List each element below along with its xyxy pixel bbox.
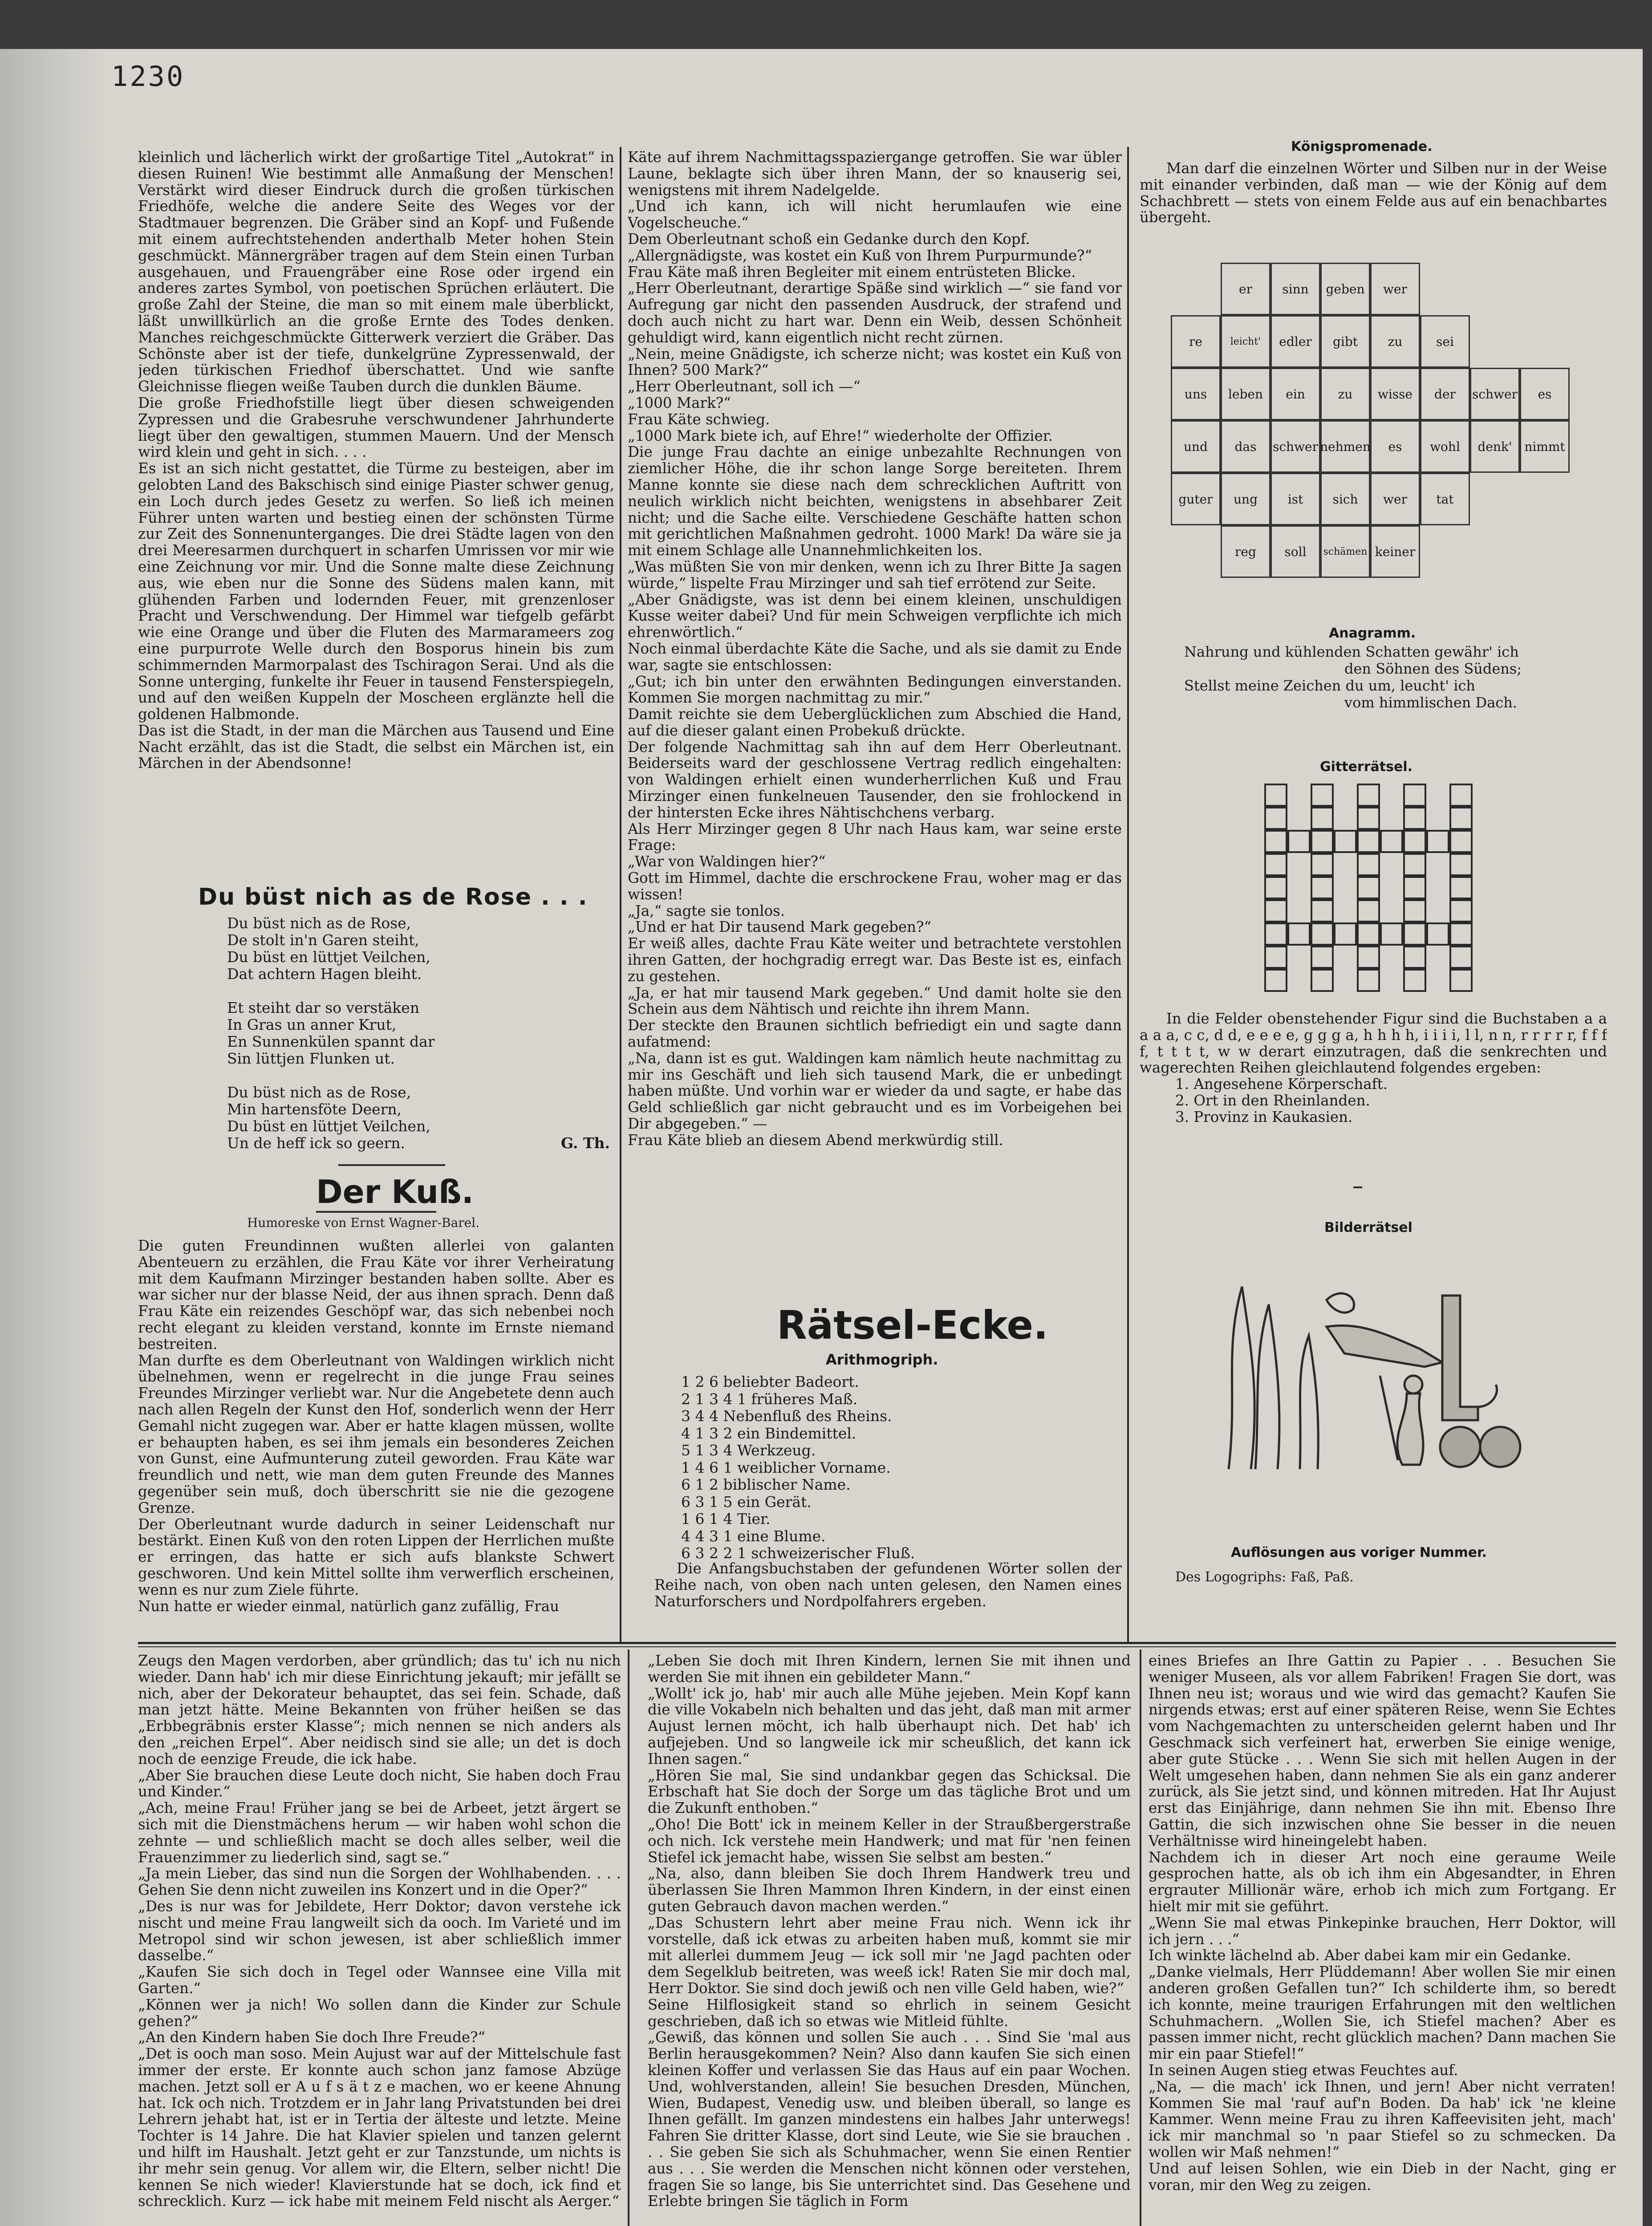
- koenigs-cell: wer: [1370, 473, 1420, 525]
- poem-line: Min hartensföte Deern,: [227, 1101, 402, 1118]
- section-divider: [138, 1642, 1616, 1644]
- gitter-cell: [1334, 922, 1357, 946]
- gitter-cell: [1380, 830, 1403, 853]
- koenigs-cell: soll: [1270, 525, 1320, 578]
- koenigs-cell: ist: [1270, 473, 1320, 525]
- poem-line: En Sunnenkülen spannt dar: [227, 1033, 435, 1050]
- gitter-cell: [1264, 807, 1287, 830]
- page-binding-shadow: [0, 49, 107, 2226]
- koenigs-cell: re: [1171, 315, 1221, 368]
- gitter-cell: [1357, 922, 1380, 946]
- gitter-cell: [1426, 830, 1449, 853]
- bottom-column-1: [138, 1653, 621, 2226]
- poem-line: In Gras un anner Krut,: [227, 1016, 397, 1033]
- gitter-item: 2. Ort in den Rheinlanden.: [1175, 1092, 1370, 1109]
- poem-author: G. Th.: [560, 1134, 610, 1152]
- gitter-cell: [1287, 922, 1311, 946]
- poem-line: [227, 1067, 610, 1084]
- koenigs-cell: zu: [1370, 315, 1420, 368]
- gitter-cell: [1357, 969, 1380, 992]
- bottom-column-2: [648, 1653, 1131, 2226]
- gitter-cell: [1449, 899, 1473, 922]
- gitter-cell: [1449, 876, 1473, 899]
- story-subtitle: Humoreske von Ernst Wagner-Barel.: [247, 1215, 480, 1230]
- separator: [338, 1164, 445, 1166]
- column-rule: [620, 147, 621, 1643]
- poem-line: Du büst en lüttjet Veilchen,: [227, 1117, 430, 1135]
- arith-line: 6 1 2 biblischer Name.: [681, 1476, 851, 1493]
- koenigs-cell: denk': [1470, 420, 1520, 473]
- gitter-cell: [1264, 876, 1287, 899]
- koenigs-cell: wer: [1370, 263, 1420, 315]
- arith-title: Arithmogriph.: [826, 1351, 938, 1368]
- gitter-cell: [1403, 946, 1426, 969]
- koenigs-cell: sei: [1420, 315, 1470, 368]
- left-article-column: [138, 149, 614, 835]
- poem-line: Dat achtern Hagen bleiht.: [227, 965, 422, 983]
- column-rule: [1140, 1649, 1141, 2226]
- bilder-raetsel-illustration: [1211, 1260, 1531, 1478]
- gitter-text: In die Felder obenstehender Figur sind die Buchstaben a a a a a, c c, d d, e e e e, g g g a, h h h h, i i i i, l l, n n, r r r r r, f f f f, t t t t, w w derart einzutragen, daß die senkrechten und wagerechten Reihen gleichlautend folgendes ergeben:: [1140, 1011, 1607, 1076]
- arith-line: 5 1 3 4 Werkzeug.: [681, 1442, 816, 1459]
- aufloes-text: Des Logogriphs: Faß, Paß.: [1175, 1569, 1354, 1585]
- bilder-title: Bilderrätsel: [1324, 1220, 1413, 1235]
- gitter-cell: [1357, 946, 1380, 969]
- koenigs-cell: sinn: [1270, 263, 1320, 315]
- section-divider-thin: [138, 1646, 1616, 1647]
- gitter-figure: [1264, 784, 1478, 1006]
- gitter-title: Gitterrätsel.: [1320, 759, 1413, 775]
- gitter-cell: [1449, 853, 1473, 876]
- gitter-cell: [1311, 876, 1334, 899]
- gitter-cell: [1449, 946, 1473, 969]
- koenigs-cell: keiner: [1370, 525, 1420, 578]
- gitter-cell: [1403, 899, 1426, 922]
- koenigs-cell: das: [1221, 420, 1270, 473]
- koenigs-cell: schwer: [1470, 368, 1520, 420]
- koenigs-cell: gibt: [1320, 315, 1370, 368]
- arith-footer: [654, 1560, 1122, 1641]
- koenigs-cell: ung: [1221, 473, 1270, 525]
- poem-line: Sin lüttjen Flunken ut.: [227, 1050, 395, 1067]
- gitter-cell: [1357, 830, 1380, 853]
- koenigs-cell: wisse: [1370, 368, 1420, 420]
- gitter-cell: [1264, 969, 1287, 992]
- poem-line: Du büst en lüttjet Veilchen,: [227, 948, 430, 966]
- gitter-cell: [1264, 946, 1287, 969]
- gitter-cell: [1264, 784, 1287, 807]
- poem-line: [227, 983, 610, 999]
- koenigs-cell: und: [1171, 420, 1221, 473]
- arith-line: 4 4 3 1 eine Blume.: [681, 1527, 826, 1545]
- story-column-middle: [628, 149, 1122, 1289]
- gitter-cell: [1449, 969, 1473, 992]
- gitter-cell: [1264, 853, 1287, 876]
- story-column-left: [138, 1238, 614, 1638]
- koenigs-cell: leben: [1221, 368, 1270, 420]
- gitter-cell: [1311, 969, 1334, 992]
- gitter-cell: [1449, 922, 1473, 946]
- gitter-cell: [1449, 784, 1473, 807]
- raetsel-title: Rätsel-Ecke.: [777, 1302, 1048, 1348]
- koenigs-cell: es: [1520, 368, 1570, 420]
- koenigs-cell: sich: [1320, 473, 1370, 525]
- bottom-text-2: „Leben Sie doch mit Ihren Kindern, lernen Sie mit ihnen und werden Sie mit ihnen ein gebildeter Mann.“ „Wollt' ick jo, hab' mir auch alle Mühe jejeben. Mein Kopf kann die ville Vokabeln nich behalten und das jeht, daß man mit armer Aujust lernen möcht, ich halb überhaupt nich. Det hab' ich aufjejeben. Und so langweile ick mir scheußlich, det kann ick Ihnen sagen.“ „Hören Sie mal, Sie sind undankbar gegen das Schicksal. Die Erbschaft hat Sie doch der Sorge um das tägliche Brot und um die Zukunft enthoben.“ „Oho! Die Bott' ick in meinem Keller in der Straußbergerstraße och nich. Ick verstehe mein Handwerk; und mat für 'nen feinen Stiefel ick jemacht habe, wissen Sie selbst am besten.“ „Na, also, dann bleiben Sie doch Ihrem Handwerk treu und überlassen Sie Ihren Mammon Ihren Kindern, in der einst einen guten Gebrauch davon machen werden.“ „Das Schustern lehrt aber meine Frau nich. Wenn ick ihr vorstelle, daß ick etwas zu arbeiten haben muß, kommt sie mir mit allerlei dummem Jeug — ick soll mir 'ne Jagd pachten oder dem Segelklub beitreten, was weeß ick! Raten Sie mir doch mal, Herr Doktor. Sie sind doch jewiß och nen ville Geld haben, wie?“ Seine Hilflosigkeit stand so ehrlich in seinem Gesicht geschrieben, daß ich so etwas wie Mitleid fühlte. „Gewiß, das können und sollen Sie auch . . . Sind Sie 'mal aus Berlin herausgekommen? Nein? Also dann kaufen Sie sich einen kleinen Koffer und verlassen Sie das Haus auf ein paar Wochen. Und, wohlverstanden, allein! Sie besuchen Dresden, München, Wien, Budapest, Venedig usw. und bleiben überall, so lange es Ihnen gefällt. Im ganzen mindestens ein halbes Jahr unterwegs! Fahren Sie dritter Klasse, dort sind Leute, wie Sie sie brauchen . . . Sie geben Sie sich als Schuhmacher, wenn Sie einen Rentier aus . . . Sie werden die Menschen nicht können oder verstehen, fragen Sie so lange, bis Sie unterrichtet sind. Das Gesehene und Erlebte bringen Sie täglich in Form: [648, 1653, 1131, 2210]
- koenigs-cell: es: [1370, 420, 1420, 473]
- gitter-cell: [1264, 899, 1287, 922]
- story-text-middle: Käte auf ihrem Nachmittagsspaziergange getroffen. Sie war übler Laune, beklagte sich über ihren Mann, der so knauserig sei, wenigstens mit ihrem Nadelgelde. „Und ich kann, ich will nicht herumlaufen wie eine Vogelscheuche.“ Dem Oberleutnant schoß ein Gedanke durch den Kopf. „Allergnädigste, was kostet ein Kuß von Ihrem Purpurmunde?“ Frau Käte maß ihren Begleiter mit einem entrüsteten Blicke. „Herr Oberleutnant, derartige Späße sind wirklich —“ sie fand vor Aufregung gar nicht den passenden Ausdruck, der strafend und doch auch nicht zu hart war. Denn ein Weib, dessen Schönheit gehuldigt wird, kann eigentlich nicht recht zürnen. „Nein, meine Gnädigste, ich scherze nicht; was kostet ein Kuß von Ihnen? 500 Mark?“ „Herr Oberleutnant, soll ich —“ „1000 Mark?“ Frau Käte schwieg. „1000 Mark biete ich, auf Ehre!“ wiederholte der Offizier. Die junge Frau dachte an einige unbezahlte Rechnungen von ziemlicher Höhe, die ihr schon lange Sorge bereiteten. Ihrem Manne konnte sie diese nach dem schrecklichen Auftritt von neulich wirklich nicht beichten, wenigstens in absehbarer Zeit nicht; und die Sache eilte. Verschiedene Geschäfte hatten schon mit gerichtlichen Maßnahmen gedroht. 1000 Mark! Da wäre sie ja mit einem Schlage alle Unannehmlichkeiten los. „Was müßten Sie von mir denken, wenn ich zu Ihrer Bitte Ja sagen würde,“ lispelte Frau Mirzinger und sah tief errötend zur Seite. „Aber Gnädigste, was ist denn bei einem kleinen, unschuldigen Kusse weiter dabei? Und für mein Schweigen verpflichte ich mich ehrenwörtlich.“ Noch einmal überdachte Käte die Sache, und als sie damit zu Ende war, sagte sie entschlossen: „Gut; ich bin unter den erwähnten Bedingungen einverstanden. Kommen Sie morgen nachmittag zu mir.“ Damit reichte sie dem Ueberglücklichen zum Abschied die Hand, auf die dieser galant einen Probekuß drückte. Der folgende Nachmittag sah ihn auf dem Herr Oberleutnant. Beiderseits ward der geschlossene Vertrag redlich eingehalten: von Waldingen erhielt einen wunderherrlichen Kuß und Frau Mirzinger einen funkelneuen Tausender, den sie frohlockend in der hintersten Ecke ihres Nähtischchens verbarg. Als Herr Mirzinger gegen 8 Uhr nach Haus kam, war seine erste Frage: „War von Waldingen hier?“ Gott im Himmel, dachte die erschrockene Frau, woher mag er das wissen! „Ja,“ sagte sie tonlos. „Und er hat Dir tausend Mark gegeben?“ Er weiß alles, dachte Frau Käte weiter und betrachtete verstohlen ihren Gatten, der hochgradig erregt war. Das Beste ist es, einfach zu gestehen. „Ja, er hat mir tausend Mark gegeben.“ Und damit holte sie den Schein aus dem Nähtisch und reichte ihn ihrem Mann. Der steckte den Braunen sichtlich befriedigt ein und sagte dann aufatmend: „Na, dann ist es gut. Waldingen kam nämlich heute nachmittag zu mir ins Geschäft und lieh sich tausend Mark, die er unbedingt haben müßte. Und vorhin war er wieder da und sagte, er habe das Geld schließlich gar nicht gebraucht und es im Vorbeigehen bei Dir abgegeben.“ — Frau Käte blieb an diesem Abend merkwürdig still.: [628, 149, 1122, 1149]
- arith-line: 6 3 2 2 1 schweizerischer Fluß.: [681, 1544, 915, 1562]
- arith-line: 3 4 4 Nebenfluß des Rheins.: [681, 1407, 892, 1425]
- gitter-cell: [1334, 830, 1357, 853]
- koenigs-cell: zu: [1320, 368, 1370, 420]
- title-underline: [316, 1211, 436, 1213]
- arith-line: 2 1 3 4 1 früheres Maß.: [681, 1390, 858, 1408]
- separator: [1353, 1186, 1362, 1188]
- bottom-text-1: Zeugs den Magen verdorben, aber gründlich; das tu' ich nu nich wieder. Dann hab' ich mir diese Einrichtung jekauft; mir jefällt se nich, aber der Dekorateur behauptet, das sei fein. Schade, daß man jetzt hätte. Meine Bekannten von früher heißen se das „Erbbegräbnis erster Klasse“; mich nennen se nich anders als den „reichen Erpel“. Aber neidisch sind sie alle; un det is doch noch de eenzige Freude, die ick habe. „Aber Sie brauchen diese Leute doch nicht, Sie haben doch Frau und Kinder.“ „Ach, meine Frau! Früher jang se bei de Arbeet, jetzt ärgert se sich mit die Dienstmächens herum — wir haben wohl schon die zehnte — und schließlich macht se doch alles selber, weil die Frauenzimmer zu liederlich sind, sagt se.“ „Ja mein Lieber, das sind nun die Sorgen der Wohlhabenden. . . . Gehen Sie denn nicht zuweilen ins Konzert und in die Oper?“ „Des is nur was for Jebildete, Herr Doktor; davon verstehe ick nischt und meine Frau langweilt sich da ooch. Im Varieté und im Metropol sind wir schon jewesen, ist aber schließlich immer dasselbe.“ „Kaufen Sie sich doch in Tegel oder Wannsee eine Villa mit Garten.“ „Können wer ja nich! Wo sollen dann die Kinder zur Schule gehen?“ „An den Kindern haben Sie doch Ihre Freude?“ „Det is ooch man soso. Mein Aujust war auf der Mittelschule fast immer der erste. Er konnte auch schon janz famose Abzüge machen. Jetzt soll er A u f s ä t z e machen, wo er keene Ahnung hat. Ick och nich. Trotzdem er in Jahr lang Privatstunden bei drei Lehrern jehabt hat, ist er in Tertia der älteste und letzte. Meine Tochter is 14 Jahre. Die hat Klavier spielen und tanzen gelernt und hilft im Haushalt. Jetzt geht er zur Tanzstunde, um nichts is ihr mehr sein genug. Vor allem wir, die Eltern, selber nicht! Die kennen Se nich wieder! Klavierstunde hat se doch, ick find et schrecklich. Kurz — ick habe mit meinem Feld nischt als Aerger.“: [138, 1653, 621, 2210]
- arith-line: 1 4 6 1 weiblicher Vorname.: [681, 1458, 891, 1476]
- aufloes-title: Auflösungen aus voriger Nummer.: [1231, 1545, 1487, 1560]
- gitter-item: 3. Provinz in Kaukasien.: [1175, 1108, 1353, 1125]
- gitter-cell: [1264, 830, 1287, 853]
- gitter-cell: [1311, 784, 1334, 807]
- koenigs-title: Königspromenade.: [1291, 139, 1433, 154]
- gitter-cell: [1403, 784, 1426, 807]
- gitter-items: [1175, 1076, 1607, 1125]
- story-title: Der Kuß.: [316, 1173, 474, 1210]
- poem-line: De stolt in'n Garen steiht,: [227, 931, 419, 949]
- poem-body: [227, 915, 610, 1152]
- gitter-item: 1. Angesehene Körperschaft.: [1175, 1076, 1388, 1093]
- koenigs-cell: reg: [1221, 525, 1270, 578]
- anagramm-line: Stellst meine Zeichen du um, leucht' ich: [1184, 677, 1475, 694]
- column-rule: [1127, 147, 1129, 1643]
- koenigs-cell: edler: [1270, 315, 1320, 368]
- gitter-cell: [1357, 807, 1380, 830]
- poem-line: Du büst nich as de Rose,: [227, 1084, 411, 1101]
- anagramm-line: vom himmlischen Dach.: [1344, 694, 1517, 711]
- arith-line: 1 6 1 4 Tier.: [681, 1510, 771, 1527]
- koenigs-cell: nehmen: [1320, 420, 1370, 473]
- gitter-cell: [1403, 969, 1426, 992]
- anagramm-line: Nahrung und kühlenden Schatten gewähr' ich: [1184, 643, 1519, 660]
- gitter-cell: [1311, 807, 1334, 830]
- gitter-cell: [1357, 784, 1380, 807]
- koenigs-cell: tat: [1420, 473, 1470, 525]
- bottom-text-3: eines Briefes an Ihre Gattin zu Papier . . . Besuchen Sie weniger Museen, als vor allem Fabriken! Fragen Sie dort, was Ihnen neu ist; woraus und wie wird das gemacht? Kaufen Sie nirgends etwas; erst auf einer späteren Reise, wenn Sie Echtes vom Nachgemachten zu unterscheiden gelernt haben und Ihr Geschmack sich verfeinert hat, erwerben Sie einige wenige, aber gute Stücke . . . Wenn Sie sich mit hellen Augen in der Welt umgesehen haben, dann nehmen Sie als ein ganz anderer zurück, als Sie jetzt sind, und können mitreden. Hat Ihr Aujust erst das Einjährige, dann nehmen Sie ihn mit. Ebenso Ihre Gattin, die sich inzwischen ohne Sie besser in die neuen Verhältnisse wird hineingelebt haben. Nachdem ich in dieser Art noch eine geraume Weile gesprochen hatte, als ob ich ihm ein Abgesandter, in Ehren ergrauter Millionär wäre, erhob ich mich zum Fortgang. Er hielt mir mit sie geführt. „Wenn Sie mal etwas Pinkepinke brauchen, Herr Doktor, will ich jern . . .“ Ich winkte lächelnd ab. Aber dabei kam mir ein Gedanke. „Danke vielmals, Herr Plüddemann! Aber wollen Sie mir einen anderen großen Gefallen tun?“ Ich schilderte ihm, so beredt ich konnte, meine traurigen Erfahrungen mit den weltlichen Schuhmachern. „Wollen Sie, ich Stiefel machen? Aber es passen immer nicht, recht glücklich machen? Dann machen Sie mir ein paar Stiefel!“ In seinen Augen stieg etwas Feuchtes auf. „Na, — die mach' ick Ihnen, und jern! Aber nicht verraten! Kommen Sie mal 'rauf auf'n Boden. Da hab' ick 'ne kleine Kammer. Wenn meine Frau zu ihren Kaffeevisiten jeht, mach' ick mir manchmal so 'n paar Stiefel so zu schmecken. Da wollen wir Maß nehmen!“ Und auf leisen Sohlen, wie ein Dieb in der Nacht, ging er voran, mir den Weg zu zeigen.: [1149, 1653, 1616, 2194]
- koenigs-cell: der: [1420, 368, 1470, 420]
- poem-title: Du büst nich as de Rose . . .: [198, 884, 588, 910]
- koenigs-cell: uns: [1171, 368, 1221, 420]
- poem-line: Du büst nich as de Rose,: [227, 914, 411, 932]
- gitter-cell: [1311, 946, 1334, 969]
- koenigs-cell: geben: [1320, 263, 1370, 315]
- gitter-cell: [1403, 853, 1426, 876]
- koenigs-cell: ein: [1270, 368, 1320, 420]
- left-article-text: kleinlich und lächerlich wirkt der großartige Titel „Autokrat“ in diesen Ruinen! Wie bestimmt alle Anmaßung der Menschen! Verstärkt wird dieser Eindruck durch die großen türkischen Friedhöfe, welche die andere Seite des Weges vor der Stadtmauer begrenzen. Die Gräber sind an Kopf- und Fußende mit einem aufrechtstehenden anderthalb Meter hohen Stein geschmückt. Männergräber tragen auf dem Stein einen Turban ausgehauen, und Frauengräber eine Rose oder irgend ein anderes zartes Symbol, von poetischen Sprüchen erläutert. Die große Zahl der Steine, die man so mit einem male überblickt, läßt unwillkürlich an die große Ernte des Todes denken. Manches reichgeschmückte Gitterwerk verziert die Gräber. Das Schönste aber ist der tiefe, dunkelgrüne Zypressenwald, der jeden türkischen Friedhof überschattet. Und wie sanfte Gleichnisse fliegen weiße Tauben durch die dunklen Bäume. Die große Friedhofstille liegt über diesen schweigenden Zypressen und die Grabesruhe verschwundener Jahrhunderte liegt über den gewaltigen, stummen Mauern. Und der Mensch wird klein und geht in sich. . . . Es ist an sich nicht gestattet, die Türme zu besteigen, aber im gelobten Land des Bakschisch sind einige Piaster schwer genug, ein Loch durch jedes Gesetz zu werfen. So ließ ich meinen Führer unten warten und bestieg einen der schönsten Türme zur Zeit des Sonnenunterganges. Die drei Städte lagen von den drei Meeresarmen durchquert in scharfen Umrissen vor mir wie eine Zeichnung vor mir. Und die Sonne malte diese Zeichnung aus, wie eben nur die Sonne des Südens malen kann, mit glühenden Farben und lodernden Feuer, mit grenzenloser Pracht und Verschwendung. Der Himmel war tiefgelb gefärbt wie eine Orange und über die Fluten des Marmarameers zog eine purpurrote Welle durch den Bosporus hinein bis zum schimmernden Marmorpalast des Tschiragon Serai. Und als die Sonne unterging, funkelte ihr Feuer in tausend Fensterspiegeln, und auf den weißen Kuppeln der Moscheen erglänzte hell die goldenen Halbmonde. Das ist die Stadt, in der man die Märchen aus Tausend und Eine Nacht erzählt, das ist die Stadt, die selbst ein Märchen ist, ein Märchen in der Abendsonne!: [138, 149, 614, 772]
- bottom-column-3: [1149, 1653, 1616, 2226]
- arith-line: 6 3 1 5 ein Gerät.: [681, 1493, 812, 1511]
- gitter-cell: [1311, 830, 1334, 853]
- gitter-cell: [1311, 899, 1334, 922]
- arith-footer-text: Die Anfangsbuchstaben der gefundenen Wörter sollen der Reihe nach, von oben nach unten gelesen, den Namen eines Naturforschers und Nordpolfahrers ergeben.: [654, 1560, 1122, 1610]
- story-text-left: Die guten Freundinnen wußten allerlei von galanten Abenteuern zu erzählen, die Frau Käte vor ihrer Verheiratung mit dem Kaufmann Mirzinger bestanden haben sollte. Aber es war sicher nur der blasse Neid, der aus ihnen sprach. Denn daß Frau Käte ein reizendes Geschöpf war, das sich nebenbei noch recht elegant zu kleiden verstand, konnte im Ernste niemand bestreiten. Man durfte es dem Oberleutnant von Waldingen wirklich nicht übelnehmen, wenn er regelrecht in die junge Frau seines Freundes Mirzinger verliebt war. Nur die Angebetete denn auch nach allen Regeln der Kunst den Hof, sonderlich wenn der Herr Gemahl nicht zugegen war. Aber er hatte klagen müssen, wollte er behaupten haben, es sei ihm jemals ein besonderes Zeichen von Gunst, eine Aufmunterung zuteil geworden. Frau Käte war freundlich und nett, wie man dem guten Freunde des Mannes gegenüber sein muß, doch überschritt sie nie die gezogene Grenze. Der Oberleutnant wurde dadurch in seiner Leidenschaft nur bestärkt. Einen Kuß von den roten Lippen der Herrlichen mußte er erringen, das hatte er sich aufs blankste Schwert geschworen. Und kein Mittel sollte ihm verwerflich erscheinen, wenn es nur zum Ziele führte. Nun hatte er wieder einmal, natürlich ganz zufällig, Frau: [138, 1238, 614, 1615]
- arith-list: [681, 1373, 915, 1562]
- gitter-cell: [1380, 922, 1403, 946]
- anagramm-line: den Söhnen des Südens;: [1344, 660, 1522, 677]
- gitter-cell: [1264, 922, 1287, 946]
- gitter-cell: [1449, 807, 1473, 830]
- koenigs-cell: guter: [1171, 473, 1221, 525]
- gitter-cell: [1426, 922, 1449, 946]
- koenigs-cell: nimmt: [1520, 420, 1570, 473]
- koenigs-cell: leicht': [1221, 315, 1270, 368]
- koenigs-grid: [1171, 263, 1580, 574]
- page-number: 1230: [111, 60, 185, 93]
- arith-line: 4 1 3 2 ein Bindemittel.: [681, 1424, 856, 1442]
- gitter-cell: [1403, 876, 1426, 899]
- gitter-cell: [1287, 830, 1311, 853]
- koenigs-cell: wohl: [1420, 420, 1470, 473]
- anagramm-title: Anagramm.: [1329, 626, 1416, 641]
- anagramm-body: [1184, 643, 1585, 711]
- gitter-cell: [1403, 807, 1426, 830]
- column-rule: [628, 1649, 629, 2226]
- gitter-cell: [1357, 876, 1380, 899]
- koenigs-text: Man darf die einzelnen Wörter und Silben nur in der Weise mit einander verbinden, daß man — wie der König auf dem Schachbrett — stets von einem Felde aus auf ein benachbartes übergeht.: [1140, 160, 1607, 226]
- gitter-cell: [1357, 899, 1380, 922]
- arith-line: 1 2 6 beliebter Badeort.: [681, 1373, 859, 1390]
- gitter-cell: [1403, 922, 1426, 946]
- koenigs-intro: [1140, 160, 1607, 249]
- poem-line: Et steiht dar so verstäken: [227, 999, 420, 1016]
- koenigs-cell: schämen: [1320, 525, 1370, 578]
- poem-line: Un de heff ick so geern.: [227, 1134, 405, 1152]
- koenigs-cell: er: [1221, 263, 1270, 315]
- gitter-cell: [1311, 853, 1334, 876]
- gitter-cell: [1311, 922, 1334, 946]
- koenigs-cell: schwer: [1270, 420, 1320, 473]
- gitter-cell: [1357, 853, 1380, 876]
- gitter-text-block: [1140, 1011, 1607, 1171]
- gitter-cell: [1403, 830, 1426, 853]
- gitter-cell: [1449, 830, 1473, 853]
